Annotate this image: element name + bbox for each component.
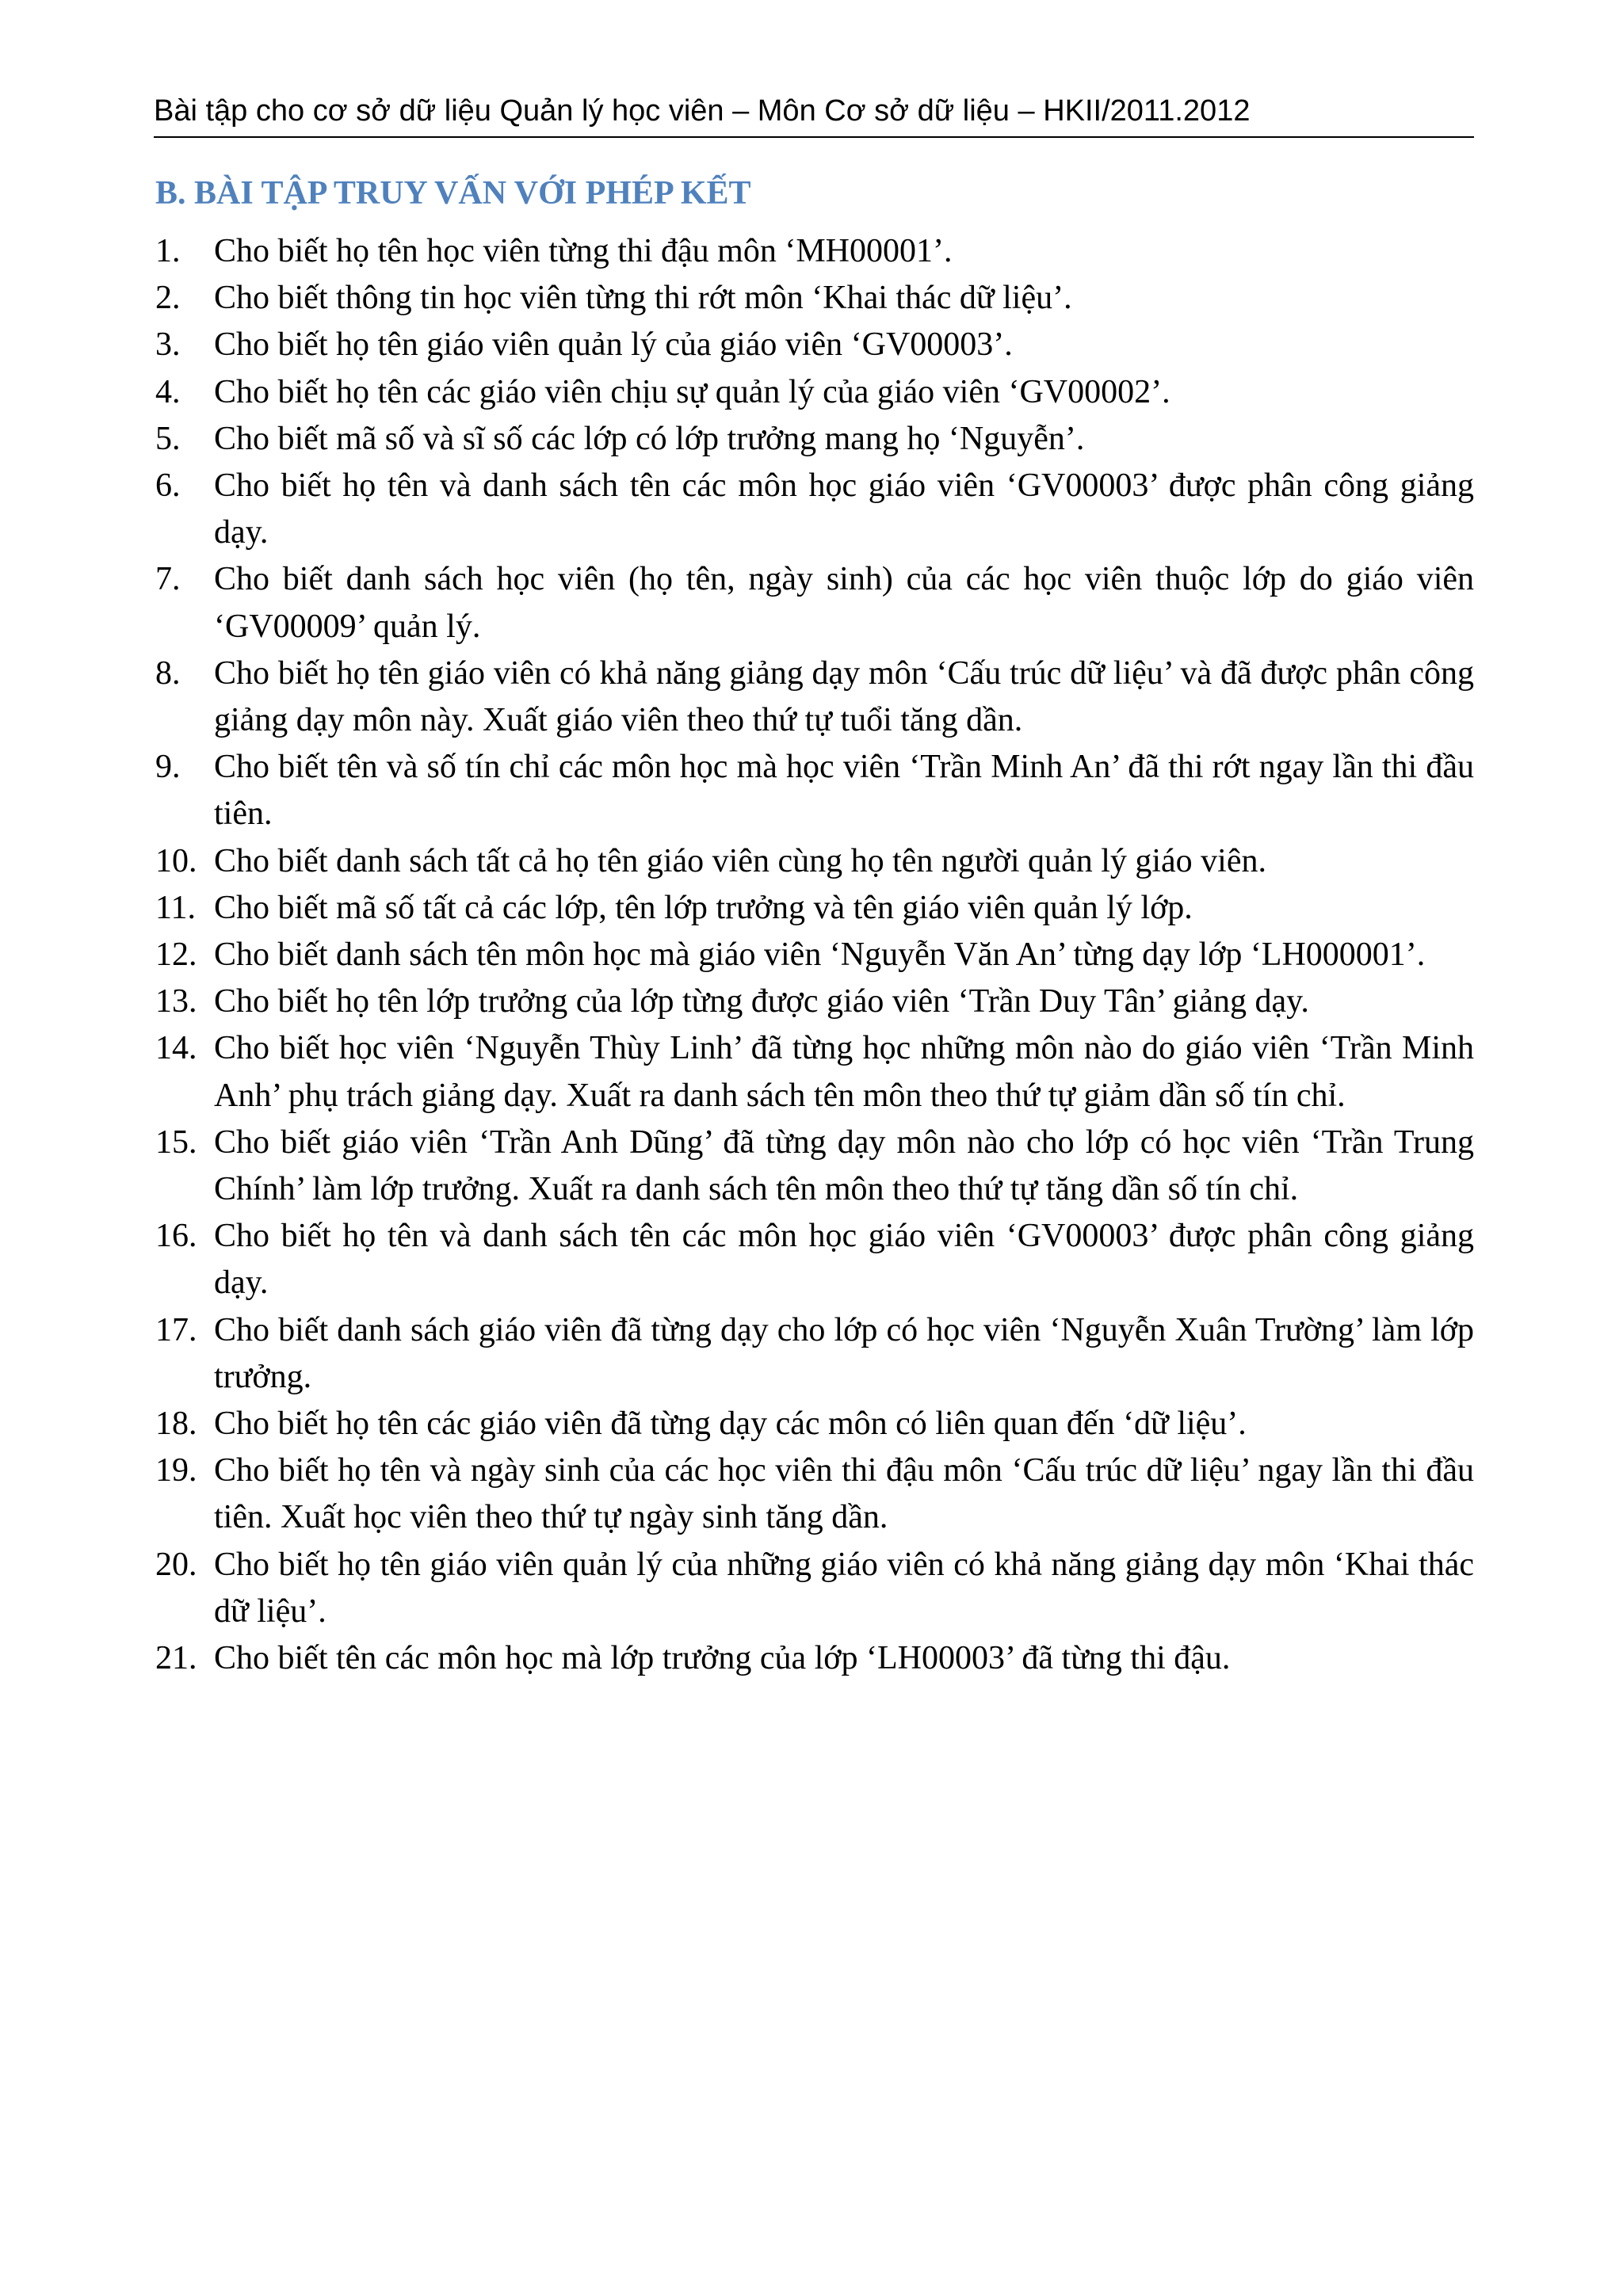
question-number: 17. [155, 1311, 197, 1348]
question-number: 19. [155, 1452, 197, 1489]
question-item [155, 650, 1474, 744]
question-number: 13. [155, 983, 197, 1020]
question-number: 7. [155, 561, 181, 598]
question-item [155, 1401, 1474, 1447]
question-item [155, 1447, 1474, 1541]
question-item [155, 932, 1474, 978]
question-text: Cho biết họ tên và danh sách tên các môn học giáo viên ‘GV00003’ được phân công giảng dạy. [214, 1218, 1474, 1302]
question-text: Cho biết họ tên học viên từng thi đậu môn ‘MH00001’. [214, 233, 953, 269]
question-item [155, 463, 1474, 556]
question-text: Cho biết tên các môn học mà lớp trưởng của lớp ‘LH00003’ đã từng thi đậu. [214, 1640, 1231, 1677]
question-item [155, 885, 1474, 932]
question-list [155, 228, 1474, 1682]
question-text: Cho biết họ tên giáo viên có khả năng giảng dạy môn ‘Cấu trúc dữ liệu’ và đã được phân công giảng dạy môn này. Xuất giáo viên theo thứ tự tuổi tăng dần. [214, 654, 1474, 739]
section-heading: B. BÀI TẬP TRUY VẤN VỚI PHÉP KẾT [155, 175, 751, 212]
question-item [155, 275, 1474, 322]
question-text: Cho biết họ tên các giáo viên chịu sự quản lý của giáo viên ‘GV00002’. [214, 373, 1170, 410]
question-number: 16. [155, 1218, 197, 1255]
question-number: 18. [155, 1405, 197, 1443]
question-item [155, 369, 1474, 416]
question-text: Cho biết họ tên và ngày sinh của các học viên thi đậu môn ‘Cấu trúc dữ liệu’ ngay lần thi đầu tiên. Xuất học viên theo thứ tự ngày sinh tăng dần. [214, 1452, 1474, 1536]
question-number: 21. [155, 1640, 197, 1677]
question-number: 11. [155, 889, 196, 926]
question-item [155, 556, 1474, 650]
question-item [155, 744, 1474, 837]
question-text: Cho biết học viên ‘Nguyễn Thùy Linh’ đã từng học những môn nào do giáo viên ‘Trần Minh Anh’ phụ trách giảng dạy. Xuất ra danh sách tên môn theo thứ tự giảm dần số tín chỉ. [214, 1030, 1474, 1114]
question-item [155, 1213, 1474, 1306]
question-text: Cho biết danh sách giáo viên đã từng dạy cho lớp có học viên ‘Nguyễn Xuân Trường’ làm lớp trưởng. [214, 1311, 1474, 1395]
question-item [155, 1635, 1474, 1682]
question-text: Cho biết danh sách học viên (họ tên, ngày sinh) của các học viên thuộc lớp do giáo viên ‘GV00009’ quản lý. [214, 561, 1474, 645]
question-number: 6. [155, 467, 181, 505]
question-item [155, 1307, 1474, 1401]
question-number: 9. [155, 749, 181, 786]
question-number: 10. [155, 842, 197, 879]
question-number: 4. [155, 373, 181, 410]
question-text: Cho biết danh sách tên môn học mà giáo viên ‘Nguyễn Văn An’ từng dạy lớp ‘LH000001’. [214, 936, 1426, 974]
question-number: 1. [155, 233, 181, 269]
question-item [155, 1542, 1474, 1635]
question-item [155, 228, 1474, 275]
question-text: Cho biết tên và số tín chỉ các môn học mà học viên ‘Trần Minh An’ đã thi rớt ngay lần thi đầu tiên. [214, 749, 1474, 833]
question-number: 14. [155, 1030, 197, 1067]
question-item [155, 1119, 1474, 1213]
question-number: 2. [155, 280, 181, 317]
question-text: Cho biết danh sách tất cả họ tên giáo viên cùng họ tên người quản lý giáo viên. [214, 842, 1266, 879]
question-item [155, 416, 1474, 463]
question-item [155, 1025, 1474, 1119]
question-text: Cho biết họ tên và danh sách tên các môn học giáo viên ‘GV00003’ được phân công giảng dạy. [214, 467, 1474, 551]
question-text: Cho biết mã số và sĩ số các lớp có lớp trưởng mang họ ‘Nguyễn’. [214, 420, 1085, 457]
page-header [154, 92, 1474, 138]
question-number: 12. [155, 936, 197, 974]
question-text: Cho biết họ tên các giáo viên đã từng dạy các môn có liên quan đến ‘dữ liệu’. [214, 1405, 1247, 1443]
question-number: 15. [155, 1123, 197, 1161]
question-item [155, 322, 1474, 368]
question-text: Cho biết thông tin học viên từng thi rớt môn ‘Khai thác dữ liệu’. [214, 280, 1072, 317]
question-text: Cho biết họ tên lớp trưởng của lớp từng được giáo viên ‘Trần Duy Tân’ giảng dạy. [214, 983, 1309, 1020]
question-number: 8. [155, 654, 181, 692]
question-number: 20. [155, 1546, 197, 1583]
question-number: 5. [155, 420, 181, 457]
question-text: Cho biết họ tên giáo viên quản lý của giáo viên ‘GV00003’. [214, 326, 1013, 364]
question-text: Cho biết giáo viên ‘Trần Anh Dũng’ đã từng dạy môn nào cho lớp có học viên ‘Trần Trung Chính’ làm lớp trưởng. Xuất ra danh sách tên môn theo thứ tự tăng dần số tín chỉ. [214, 1123, 1474, 1208]
question-item [155, 978, 1474, 1025]
page-header-text: Bài tập cho cơ sở dữ liệu Quản lý học viên – Môn Cơ sở dữ liệu – HKII/2011.2012 [154, 94, 1251, 128]
question-item [155, 838, 1474, 885]
question-text: Cho biết họ tên giáo viên quản lý của những giáo viên có khả năng giảng dạy môn ‘Khai thác dữ liệu’. [214, 1546, 1474, 1630]
question-text: Cho biết mã số tất cả các lớp, tên lớp trưởng và tên giáo viên quản lý lớp. [214, 889, 1193, 926]
question-number: 3. [155, 326, 181, 364]
